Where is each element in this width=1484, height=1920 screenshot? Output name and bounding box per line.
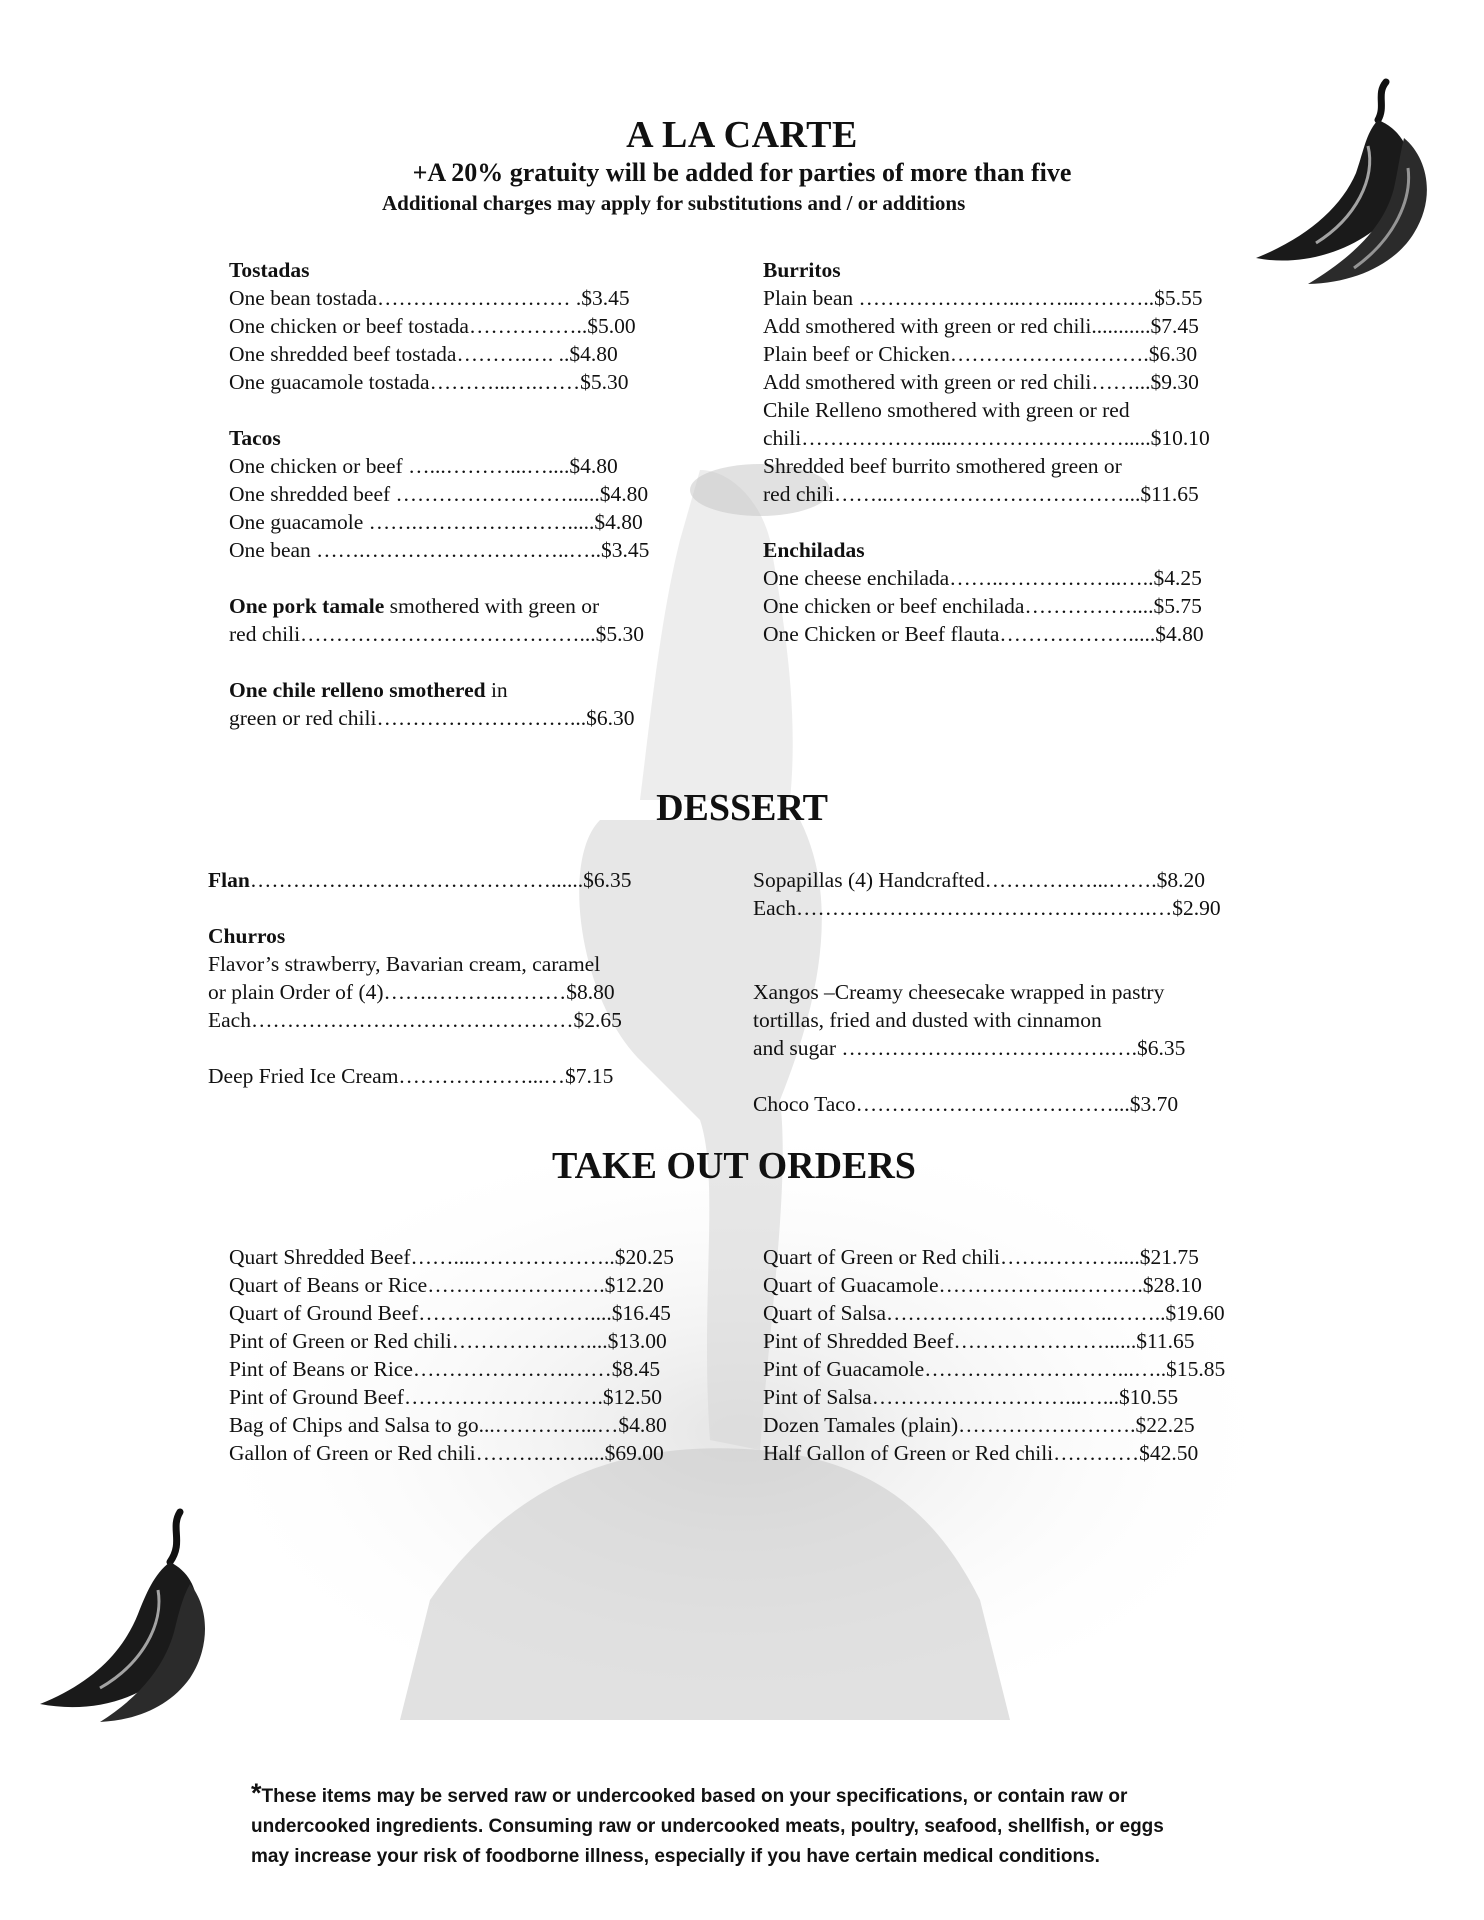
menu-item [208, 866, 631, 894]
takeout-left-column [229, 1243, 674, 1467]
food-safety-disclaimer [251, 1778, 1164, 1872]
menu-item [229, 592, 649, 620]
menu-item: Pint of Beans or Rice………………….……$8.45 [229, 1357, 661, 1381]
spacer [208, 1034, 631, 1062]
spacer [753, 1062, 1221, 1090]
additional-charges-note: Additional charges may apply for substitutions and / or additions [382, 191, 966, 215]
menu-item: Add smothered with green or red chili...........$7.45 [763, 314, 1199, 338]
section-subheading: Churros [208, 924, 286, 948]
menu-item: One shredded beef tostada……….…. ..$4.80 [229, 342, 618, 366]
asterisk-mark: * [251, 1778, 262, 1808]
menu-item: One guacamole …….………………….....$4.80 [229, 510, 643, 534]
page-title: A LA CARTE [626, 114, 858, 156]
menu-item: Each………………………………………$2.65 [208, 1008, 622, 1032]
menu-item: Pint of Ground Beef……………………….$12.50 [229, 1385, 662, 1409]
menu-item: Flavor’s strawberry, Bavarian cream, caramel [208, 952, 601, 976]
menu-item-text: in [485, 678, 508, 702]
menu-item: One guacamole tostada………...….……$5.30 [229, 370, 629, 394]
menu-item: One bean tostada……………………… .$3.45 [229, 286, 630, 310]
section-subheading: Burritos [763, 258, 841, 282]
menu-item-name: One chile relleno smothered [229, 678, 486, 702]
menu-item [229, 676, 649, 704]
menu-item: Quart of Beans or Rice…………………….$12.20 [229, 1273, 664, 1297]
spacer [753, 922, 1221, 950]
menu-item-text: ……………………………………......$6.35 [249, 868, 632, 892]
menu-item-text: smothered with green or [384, 594, 600, 618]
menu-item: Gallon of Green or Red chili……………....$69.00 [229, 1441, 664, 1465]
menu-item: Plain beef or Chicken……………………….$6.30 [763, 342, 1198, 366]
spacer [208, 894, 631, 922]
menu-item: Add smothered with green or red chili……...$9.30 [763, 370, 1199, 394]
dessert-heading: DESSERT [656, 787, 828, 829]
menu-item: chili………………....…………………….....$10.10 [763, 426, 1210, 450]
disclaimer-line: may increase your risk of foodborne illness, especially if you have certain medical conditions. [251, 1846, 1100, 1867]
disclaimer-line: undercooked ingredients. Consuming raw or undercooked meats, poultry, seafood, shellfish, or eggs [251, 1816, 1164, 1837]
menu-item: Choco Taco………………………………...$3.70 [753, 1092, 1179, 1116]
menu-item: One chicken or beef enchilada……………....$5.75 [763, 594, 1202, 618]
menu-item: Deep Fried Ice Cream………………...…$7.15 [208, 1064, 614, 1088]
menu-item-name: One pork tamale [229, 594, 385, 618]
menu-item: Xangos –Creamy cheesecake wrapped in pastry [753, 980, 1165, 1004]
menu-item: green or red chili………………………...$6.30 [229, 706, 635, 730]
dessert-left-column [208, 866, 631, 1090]
menu-item: One cheese enchilada……..……………..…..$4.25 [763, 566, 1202, 590]
disclaimer-line: *These items may be served raw or undercooked based on your specifications, or contain raw or [251, 1778, 1128, 1808]
section-subheading: Tostadas [229, 258, 310, 282]
menu-item: Shredded beef burrito smothered green or [763, 454, 1122, 478]
menu-item: Half Gallon of Green or Red chili…………$42.50 [763, 1441, 1199, 1465]
menu-item: Bag of Chips and Salsa to go...…………...…$4.80 [229, 1413, 667, 1437]
menu-item: Quart of Guacamole……………….……….$28.10 [763, 1273, 1202, 1297]
menu-item: tortillas, fried and dusted with cinnamon [753, 1008, 1102, 1032]
section-subheading: Enchiladas [763, 538, 865, 562]
menu-item: Each…………………………………….…….…$2.90 [753, 896, 1221, 920]
menu-item: Quart Shredded Beef……....………………..$20.25 [229, 1245, 674, 1269]
gratuity-note: +A 20% gratuity will be added for parties of more than five [412, 158, 1072, 187]
menu-item: One bean …….………………………..…..$3.45 [229, 538, 650, 562]
takeout-heading: TAKE OUT ORDERS [552, 1145, 916, 1187]
menu-item: Pint of Guacamole………………………...…..$15.85 [763, 1357, 1226, 1381]
menu-item: red chili……..……………………………...$11.65 [763, 482, 1199, 506]
menu-item: Pint of Green or Red chili…………….…....$13.00 [229, 1329, 667, 1353]
menu-item: Chile Relleno smothered with green or red [763, 398, 1130, 422]
spacer [229, 396, 649, 424]
menu-item: Sopapillas (4) Handcrafted……………...…….$8.20 [753, 868, 1206, 892]
section-subheading: Tacos [229, 426, 281, 450]
menu-item: Plain bean …………………..……...………..$5.55 [763, 286, 1203, 310]
spacer [753, 950, 1221, 978]
menu-item: Quart of Green or Red chili…….……….....$21.75 [763, 1245, 1199, 1269]
menu-item: One chicken or beef tostada……………..$5.00 [229, 314, 636, 338]
dessert-right-column [753, 866, 1221, 1118]
menu-item-name: Flan [208, 868, 250, 892]
menu-item: and sugar ……………….……………….….$6.35 [753, 1036, 1186, 1060]
menu-item: red chili…………………………………...$5.30 [229, 622, 645, 646]
chili-pepper-icon-bottom-left [30, 1508, 210, 1722]
menu-item: Pint of Shredded Beef…………………......$11.65 [763, 1329, 1195, 1353]
menu-item: One Chicken or Beef flauta……………….....$4.80 [763, 622, 1204, 646]
spacer [229, 564, 649, 592]
alacarte-left-column [229, 256, 649, 732]
alacarte-right-column [763, 256, 1210, 648]
spacer [763, 508, 1210, 536]
menu-item: Quart of Ground Beef……………………....$16.45 [229, 1301, 671, 1325]
menu-item: One shredded beef ……………………......$4.80 [229, 482, 649, 506]
menu-item: Dozen Tamales (plain)…………………….$22.25 [763, 1413, 1195, 1437]
menu-item: or plain Order of (4)…….……….………$8.80 [208, 980, 615, 1004]
takeout-right-column [763, 1243, 1225, 1467]
menu-item: Pint of Salsa………………………...…...$10.55 [763, 1385, 1179, 1409]
menu-item: One chicken or beef …...………...…....$4.80 [229, 454, 618, 478]
menu-item: Quart of Salsa…………………………..……..$19.60 [763, 1301, 1225, 1325]
spacer [229, 648, 649, 676]
